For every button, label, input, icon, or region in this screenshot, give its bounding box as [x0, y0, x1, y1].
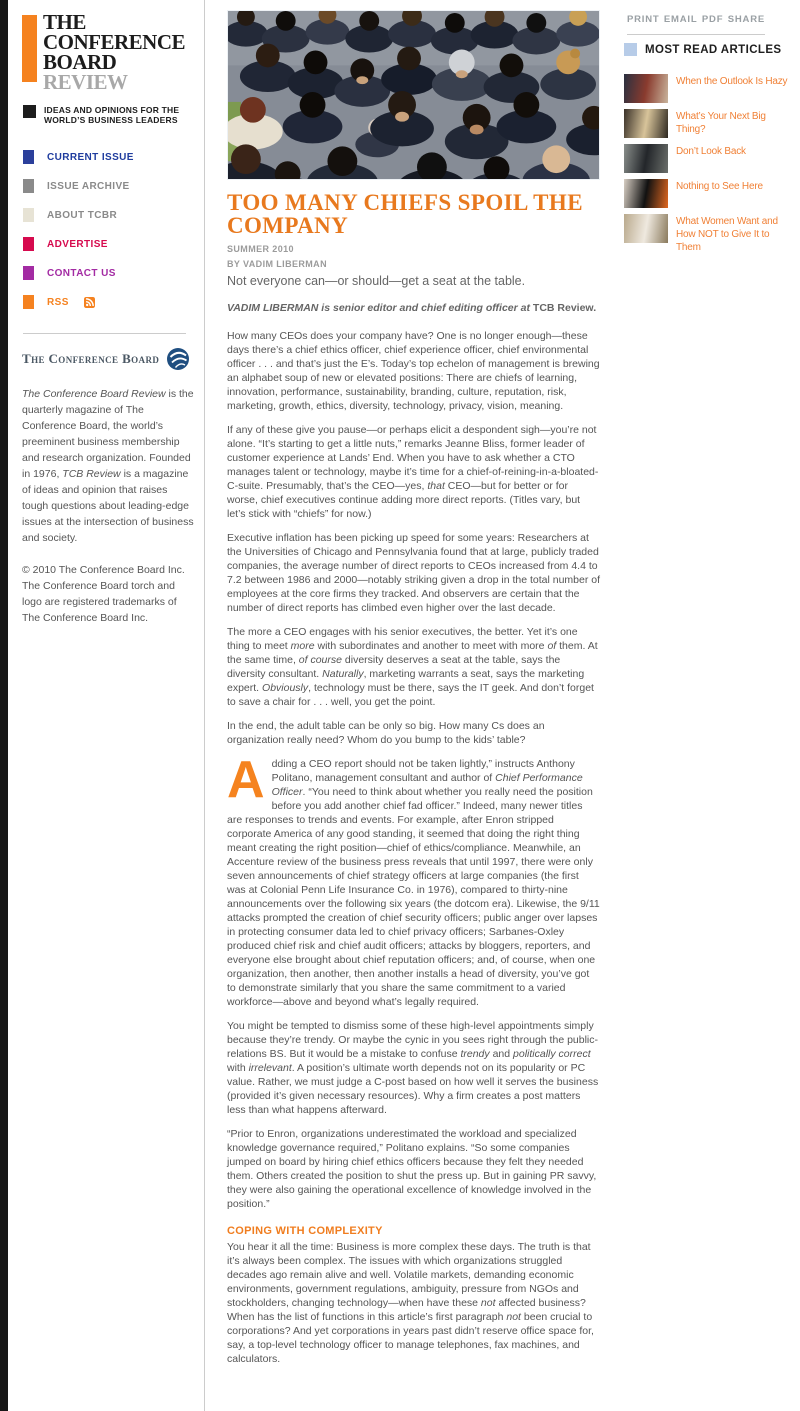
sidebar-item-about-tcbr[interactable]: [22, 208, 192, 222]
section-heading: COPING WITH COMPLEXITY: [227, 1225, 383, 1237]
article-paragraph: How many CEOs does your company have? One is no longer enough—these days there’s a chief ethics officer, chief experience officer, chief environmental officer . . . and that’s just the E’s. Today’s top echelon of management is brewing an alphabet soup of new or elevated positions: There are chiefs of learning, innovation, performance, sustainability, branding, culture, reputation, risk, marketing, growth, ethics, diversity, technology, privacy, vision, meaning.: [227, 330, 600, 412]
email-link[interactable]: EMAIL: [663, 14, 698, 25]
most-read-item[interactable]: [624, 179, 792, 208]
nav-square: [23, 266, 34, 280]
nav-label: ABOUT TCBR: [47, 209, 118, 221]
drop-cap: A: [227, 751, 265, 809]
nav-square: [23, 237, 34, 251]
article-paragraph: Adding a CEO report should not be taken lightly,” instructs Anthony Politano, management consultant and author of Chief Performance Officer. “You need to think about whether you really need the position before you add another chief fad officer.” Indeed, many newer titles are responses to trends and events. For example, after Enron stripped corporate America of any good standing, it seemed that doing the right thing meant creating the right position—chief of ethics/compliance. Meanwhile, an Accenture review of the business press reveals that until 1997, there were only seven announcements of chief strategy officers at large companies (the first was at Colonial Penn Life Insurance Co. in 1976), compared to thirty-nine announcements over the following six years (the dotcom era). Likewise, the 9/11 attacks prompted the creation of chief security officers; public anger over lapses in protecting consumer data led to chief privacy officers; Sarbanes-Oxley produced chief risk and chief audit officers; attacks by bloggers, reporters, and everyone else brought about chief reputation officers; and, of course, when one organization, then another, then another installs a head of diversity, you’ve got to demonstrate similarly that you share the same commitment to a varied workforce—above and beyond what’s legally required.: [227, 751, 600, 1008]
byline: BY VADIM LIBERMAN: [227, 259, 327, 269]
tagline-text: IDEAS AND OPINIONS FOR THE WORLD’S BUSINESS LEADERS: [44, 105, 180, 125]
rss-icon: [84, 297, 95, 308]
sidebar-item-advertise[interactable]: [22, 237, 192, 251]
nav-label: ADVERTISE: [47, 238, 108, 250]
actions-divider: [627, 34, 765, 35]
most-read-header: [624, 43, 792, 56]
article-body: [227, 329, 600, 1366]
nav-label: CURRENT ISSUE: [47, 151, 134, 163]
author-note: VADIM LIBERMAN is senior editor and chief editing officer at TCB Review.: [227, 302, 597, 314]
copyright-line: The Conference Board torch and logo are registered trademarks of The Conference Board Inc.: [22, 580, 177, 624]
sidebar-item-issue-archive[interactable]: [22, 179, 192, 193]
most-read-item[interactable]: [624, 74, 792, 103]
sidebar-item-rss[interactable]: [22, 295, 192, 309]
crowd-photo-graphic: [228, 11, 599, 179]
article-paragraph: You hear it all the time: Business is more complex these days. The truth is that it’s always been complex. The issues with which organizations struggled decades ago remain alive and well. Volatile markets, demanding economic environments, government regulations, ambiguity, pressure from NGOs and stockholders, changing technology—when have these not affected business? When has the list of functions in this article’s first paragraph not been crucial to corporations? And yet corporations in years past didn’t reserve office space for, say, a top-level technology officer to manage telephones, fax machines, and calculators.: [227, 1241, 594, 1365]
article-thumbnail[interactable]: [624, 109, 668, 138]
article-paragraph: “Prior to Enron, organizations underestimated the workload and specialized knowledge governance required,” Politano explains. “So some companies jumped on board by hiring chief ethics officers because they felt they needed them. Others created the position to shut the press up. But in gaining PR savvy, they were also gaining the operational excellence of knowledge involved in the position.”: [227, 1128, 597, 1210]
article-thumbnail[interactable]: [624, 144, 668, 173]
most-read-link[interactable]: Don’t Look Back: [676, 146, 746, 157]
most-read-title: MOST READ ARTICLES: [645, 43, 782, 56]
article-thumbnail[interactable]: [624, 214, 668, 243]
conference-board-logo: [22, 347, 192, 371]
most-read-link[interactable]: What Women Want and How NOT to Give It to Them: [676, 216, 778, 253]
article-paragraph: You might be tempted to dismiss some of these high-level appointments simply because they’re trendy. Or maybe the cynic in you sees right through the public-relations BS. But it would be a mistake to confuse trendy and politically correct with irrelevant. A position’s ultimate worth depends not on its popularity or PC value. Rather, we must judge a C-post based on how well it serves the business (provided it’s given necessary resources). Why a firm creates a post matters less than what happens afterward.: [227, 1020, 599, 1116]
most-read-link[interactable]: Nothing to See Here: [676, 181, 763, 192]
article-actions: [627, 14, 765, 25]
most-read-item[interactable]: [624, 109, 792, 138]
most-read-link[interactable]: When the Outlook Is Hazy: [676, 76, 788, 87]
logo-orange-bar: [22, 15, 37, 82]
conference-board-globe-icon: [166, 347, 190, 371]
article-thumbnail[interactable]: [624, 179, 668, 208]
nav-label: CONTACT US: [47, 267, 116, 279]
copyright-line: © 2010 The Conference Board Inc.: [22, 564, 185, 576]
article-paragraph: Executive inflation has been picking up speed for some years: Researchers at the Universities of Chicago and Pennsylvania found that at large, publicly traded companies, the average number of direct reports to CEOs increased from 4.4 to 7.2 between 1986 and 2000—notably striking given a drop in the total number of employees at the core firms they tracked. And observers are certain that the number of direct reports has climbed even higher over the last decade.: [227, 532, 601, 614]
left-edge-bar: [0, 0, 8, 1411]
nav-label: ISSUE ARCHIVE: [47, 180, 130, 192]
most-read-item[interactable]: [624, 144, 792, 173]
nav-square: [23, 208, 34, 222]
article-paragraph: The more a CEO engages with his senior executives, the better. Yet it’s one thing to meet more with subordinates and another to meet with more of them. At the same time, of course diversity deserves a seat at the table, says the diversity consultant. Naturally, marketing warrants a seat, says the marketing expert. Obviously, technology must be there, says the IT geek. And don’t forget to save a chair for . . . well, you get the point.: [227, 626, 598, 708]
share-link[interactable]: SHARE: [727, 14, 765, 25]
logo-line: BOARD: [43, 50, 117, 74]
right-sidebar: [624, 0, 792, 260]
copyright: [22, 562, 194, 626]
article: [227, 0, 600, 1376]
most-read-list: [624, 74, 792, 254]
logo-wordmark: [43, 12, 185, 92]
left-nav: [22, 150, 192, 309]
most-read-link[interactable]: What’s Your Next Big Thing?: [676, 111, 766, 135]
logo-line-review: REVIEW: [43, 70, 128, 94]
article-hero-image: [227, 10, 600, 180]
most-read-item[interactable]: [624, 214, 792, 254]
article-paragraph: In the end, the adult table can be only so big. How many Cs does an organization really need? Whom do you bump to the kids’ table?: [227, 720, 545, 746]
article-paragraph: If any of these give you pause—or perhaps elicit a despondent sigh—you’re not alone. “It’s starting to get a little nuts,” remarks Jeanne Bliss, former leader of customer experience at Lands’ End. When you have to ask whether a CTO manages talent or technology, maybe it’s time for a chief-of-reining-in-a-bloated-C-suite. Presumably, that’s the CEO—yes, that CEO—but for better or for worse, chief executives continue adding more direct reports. (Titles vary, but let’s stick with “chiefs” for now.): [227, 424, 599, 520]
article-thumbnail[interactable]: [624, 74, 668, 103]
article-title: TOO MANY CHIEFS SPOIL THE COMPANY: [227, 190, 583, 238]
about-text: The Conference Board Review is the quarterly magazine of The Conference Board, the world’s preeminent business membership and research organization. Founded in 1976, TCB Review is a magazine of ideas and opinion that raises tough questions about leading-edge issues at the intersection of business and society.: [22, 388, 194, 544]
logo-line: CONFERENCE: [43, 30, 186, 54]
nav-square: [23, 295, 34, 309]
nav-label: RSS: [47, 296, 69, 308]
conference-board-name: The Conference Board: [22, 351, 160, 366]
most-read-square: [624, 43, 637, 56]
pdf-link[interactable]: PDF: [701, 14, 724, 25]
nav-square: [23, 179, 34, 193]
print-link[interactable]: PRINT: [627, 14, 660, 25]
left-sidebar: [8, 0, 205, 1411]
logo-line: THE: [43, 10, 86, 34]
sidebar-item-contact-us[interactable]: [22, 266, 192, 280]
magazine-logo[interactable]: [22, 10, 192, 94]
nav-square: [23, 150, 34, 164]
tagline-square: [23, 105, 36, 118]
sidebar-item-current-issue[interactable]: [22, 150, 192, 164]
sidebar-divider: [23, 333, 186, 334]
issue-label: SUMMER 2010: [227, 244, 294, 254]
tagline: [22, 105, 192, 125]
deck: Not everyone can—or should—get a seat at the table.: [227, 274, 526, 288]
